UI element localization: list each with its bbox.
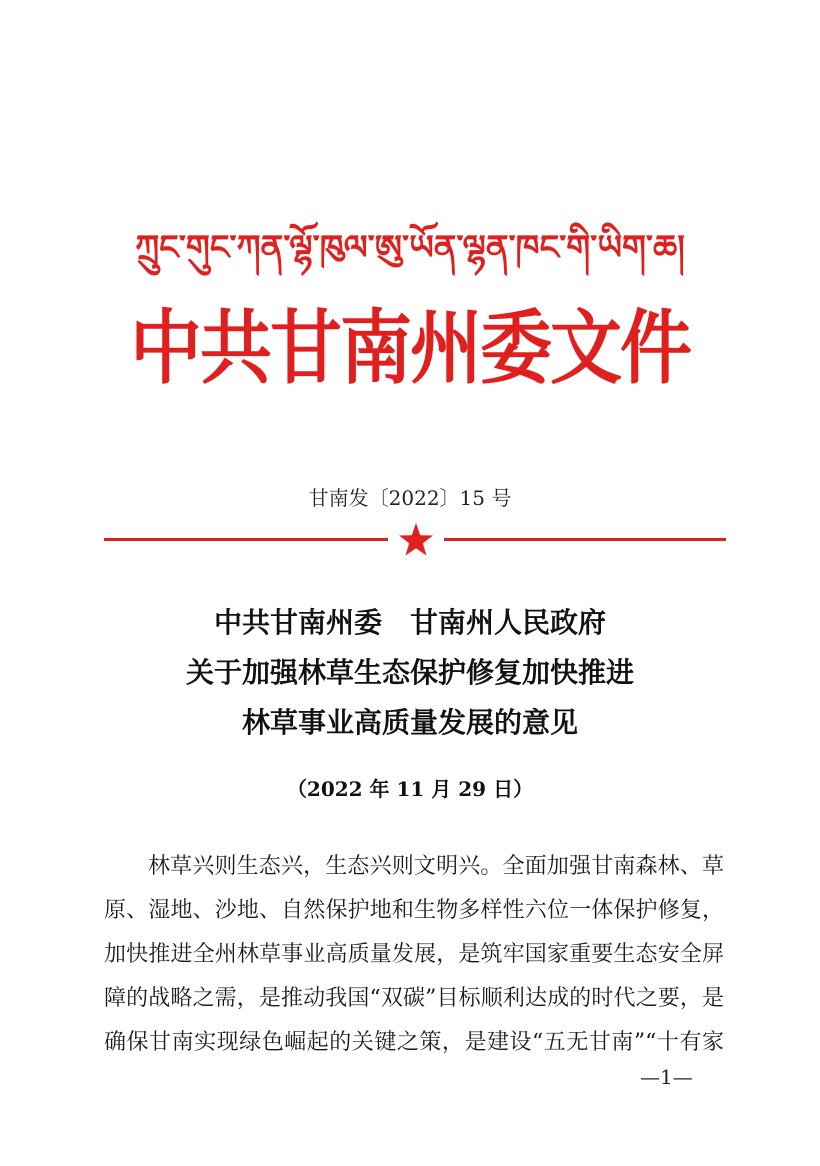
title-line: 关于加强林草生态保护修复加快推进: [185, 656, 634, 689]
body-line: 障的战略之需，是推动我国“双碳”目标顺利达成的时代之要，是: [104, 986, 724, 1011]
body-line: 原、湿地、沙地、自然保护地和生物多样性六位一体保护修复，: [104, 898, 724, 923]
document-number: 甘南发〔2022〕15 号: [308, 486, 512, 510]
title-line: 林草事业高质量发展的意见: [241, 706, 578, 739]
red-star-icon: [398, 522, 434, 558]
body-paragraph: [104, 845, 724, 1065]
title-line: 中共甘南州委 甘南州人民政府: [213, 606, 606, 639]
masthead-title: 中共甘南州委文件: [129, 300, 690, 396]
red-divider-right: [444, 538, 726, 541]
body-line: 加快推进全州林草事业高质量发展，是筑牢国家重要生态安全屏: [104, 942, 724, 967]
body-line: 确保甘南实现绿色崛起的关键之策，是建设“五无甘南”“十有家: [104, 1030, 724, 1055]
page-number: —1—: [640, 1065, 693, 1089]
body-line: 林草兴则生态兴，生态兴则文明兴。全面加强甘南森林、草: [148, 854, 724, 879]
red-divider-left: [104, 538, 388, 541]
tibetan-masthead: ཀྲུང་གུང་ཀན་ལྷོ་ཁུལ་ཨུ་ཡོན་ལྷན་ཁང་གི་ཡིག་ཆ།: [135, 228, 685, 268]
document-title: [0, 598, 820, 748]
issue-date: （2022 年 11 月 29 日）: [286, 777, 534, 801]
